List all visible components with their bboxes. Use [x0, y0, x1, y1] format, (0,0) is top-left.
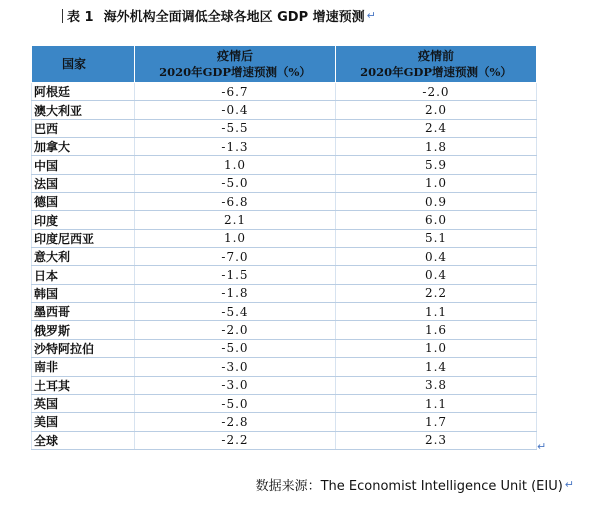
country-cell: 韩国	[32, 284, 135, 302]
after-cell: -3.0	[135, 376, 336, 394]
after-cell: 1.0	[135, 156, 336, 174]
after-cell: -1.3	[135, 138, 336, 156]
text-cursor	[62, 9, 63, 23]
header-before-subtitle: 2020年GDP增速预测（%）	[360, 65, 512, 79]
header-after	[135, 46, 336, 83]
table-row	[32, 394, 537, 412]
country-cell: 印度尼西亚	[32, 229, 135, 247]
country-cell: 俄罗斯	[32, 321, 135, 339]
before-cell: 1.6	[336, 321, 537, 339]
table-row	[32, 83, 537, 101]
table-header-row	[32, 46, 537, 83]
before-cell: -2.0	[336, 83, 537, 101]
table-row	[32, 284, 537, 302]
before-cell: 1.1	[336, 303, 537, 321]
country-cell: 日本	[32, 266, 135, 284]
country-cell: 印度	[32, 211, 135, 229]
country-cell: 中国	[32, 156, 135, 174]
before-cell: 1.7	[336, 413, 537, 431]
table-row	[32, 211, 537, 229]
before-cell: 1.0	[336, 339, 537, 357]
table-row	[32, 248, 537, 266]
before-cell: 5.9	[336, 156, 537, 174]
country-cell: 加拿大	[32, 138, 135, 156]
country-cell: 阿根廷	[32, 83, 135, 101]
before-cell: 1.1	[336, 394, 537, 412]
header-after-subtitle: 2020年GDP增速预测（%）	[159, 65, 311, 79]
table-row	[32, 174, 537, 192]
table-row	[32, 321, 537, 339]
after-cell: -7.0	[135, 248, 336, 266]
table-row	[32, 266, 537, 284]
before-cell: 6.0	[336, 211, 537, 229]
before-cell: 2.3	[336, 431, 537, 449]
table-row	[32, 303, 537, 321]
paragraph-mark-icon: ↵	[537, 440, 547, 453]
before-cell: 0.4	[336, 266, 537, 284]
after-cell: -1.8	[135, 284, 336, 302]
after-cell: -2.8	[135, 413, 336, 431]
before-cell: 3.8	[336, 376, 537, 394]
after-cell: -1.5	[135, 266, 336, 284]
before-cell: 1.8	[336, 138, 537, 156]
caption-title: 海外机构全面调低全球各地区 GDP 增速预测	[103, 10, 365, 25]
before-cell: 0.9	[336, 193, 537, 211]
after-cell: -5.4	[135, 303, 336, 321]
header-after-title: 疫情后	[216, 49, 253, 63]
country-cell: 土耳其	[32, 376, 135, 394]
after-cell: -6.8	[135, 193, 336, 211]
after-cell: -5.0	[135, 339, 336, 357]
header-country: 国家	[32, 46, 135, 83]
country-cell: 全球	[32, 431, 135, 449]
after-cell: -0.4	[135, 101, 336, 119]
country-cell: 墨西哥	[32, 303, 135, 321]
before-cell: 1.0	[336, 174, 537, 192]
table-row	[32, 101, 537, 119]
after-cell: 1.0	[135, 229, 336, 247]
after-cell: -5.0	[135, 174, 336, 192]
after-cell: -5.0	[135, 394, 336, 412]
before-cell: 2.4	[336, 119, 537, 137]
paragraph-mark-icon: ↵	[564, 478, 574, 491]
country-cell: 巴西	[32, 119, 135, 137]
source-note	[256, 475, 574, 494]
table-row	[32, 229, 537, 247]
table-body	[32, 83, 537, 450]
after-cell: -2.2	[135, 431, 336, 449]
table-row	[32, 376, 537, 394]
table-row	[32, 431, 537, 449]
header-before	[336, 46, 537, 83]
before-cell: 1.4	[336, 358, 537, 376]
before-cell: 2.0	[336, 101, 537, 119]
paragraph-mark-icon: ↵	[366, 9, 376, 22]
after-cell: -6.7	[135, 83, 336, 101]
before-cell: 2.2	[336, 284, 537, 302]
country-cell: 意大利	[32, 248, 135, 266]
country-cell: 德国	[32, 193, 135, 211]
table-row	[32, 138, 537, 156]
after-cell: 2.1	[135, 211, 336, 229]
gdp-forecast-table	[31, 45, 537, 450]
country-cell: 沙特阿拉伯	[32, 339, 135, 357]
table-row	[32, 339, 537, 357]
country-cell: 澳大利亚	[32, 101, 135, 119]
country-cell: 英国	[32, 394, 135, 412]
header-before-title: 疫情前	[417, 49, 454, 63]
caption-label: 表 1	[67, 10, 94, 25]
after-cell: -3.0	[135, 358, 336, 376]
before-cell: 0.4	[336, 248, 537, 266]
table-row	[32, 358, 537, 376]
table-row	[32, 413, 537, 431]
source-text: 数据来源：The Economist Intelligence Unit (EIU)	[255, 479, 563, 494]
table-row	[32, 156, 537, 174]
table-row	[32, 193, 537, 211]
after-cell: -5.5	[135, 119, 336, 137]
country-cell: 美国	[32, 413, 135, 431]
before-cell: 5.1	[336, 229, 537, 247]
after-cell: -2.0	[135, 321, 336, 339]
table-row	[32, 119, 537, 137]
country-cell: 法国	[32, 174, 135, 192]
table-caption	[62, 6, 376, 25]
country-cell: 南非	[32, 358, 135, 376]
